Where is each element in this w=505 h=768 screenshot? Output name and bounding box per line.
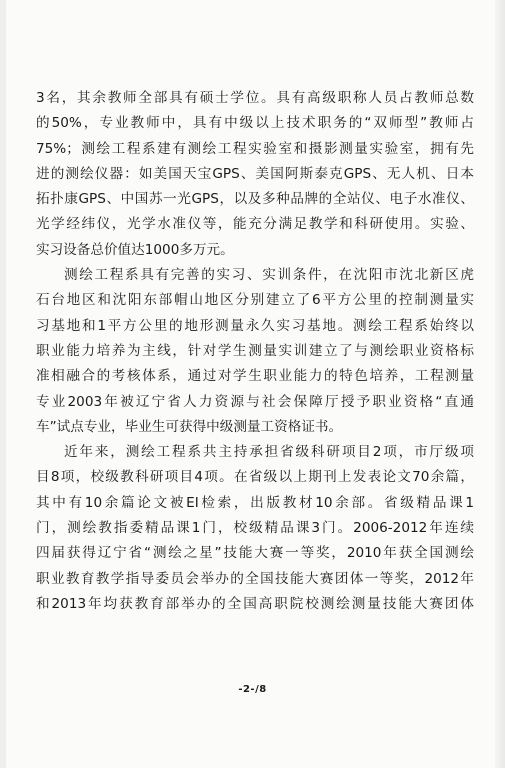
paragraph [36,263,474,440]
scan-left-edge [0,0,6,768]
body-text [36,86,474,617]
text-line: 职业能力培养为主线，针对学生测量实训建立了与测绘职业资格标 [36,342,474,359]
text-line: 测绘工程系具有完善的实习、实训条件，在沈阳市沈北新区虎 [64,267,474,284]
text-line: 石台地区和沈阳东部帽山地区分别建立了6平方公里的控制测量实 [36,292,474,309]
text-line: 进的测绘仪器：如美国天宝GPS、美国阿斯泰克GPS、无人机、日本 [36,165,474,182]
text-line: 门，测绘教指委精品课1门，校级精品课3门。2006-2012年连续 [36,520,474,537]
paragraph [36,440,474,617]
text-line: 3名，其余教师全部具有硕士学位。具有高级职称人员占教师总数 [36,90,474,106]
text-line: 目8项，校级教科研项目4项。在省级以上期刊上发表论文70余篇， [36,469,474,486]
scan-right-edge [495,0,505,768]
text-line: 实习设备总价值达1000多万元。 [36,241,234,258]
text-line: 和2013年均获教育部举办的全国高职院校测绘测量技能大赛团体 [36,595,474,612]
text-line: 习基地和1平方公里的地形测量永久实习基地。测绘工程系始终以 [36,317,474,334]
text-line: 准相融合的考核体系，通过对学生职业能力的特色培养，工程测量 [36,368,474,385]
text-line: 拓扑康GPS、中国苏一光GPS，以及多种品牌的全站仪、电子水准仪、 [36,191,474,208]
text-line: 四届获得辽宁省“测绘之星”技能大赛一等奖，2010年获全国测绘 [36,545,474,562]
page-number: -2-/8 [238,684,267,695]
text-line: 光学经纬仪，光学水准仪等，能充分满足教学和科研使用。实验、 [36,216,474,233]
text-line: 专业2003年被辽宁省人力资源与社会保障厅授予职业资格“直通 [36,393,474,410]
text-line: 其中有10余篇论文被EI检索，出版教材10余部。省级精品课1 [36,494,474,511]
text-line: 职业教育教学指导委员会举办的全国技能大赛团体一等奖，2012年 [36,570,474,587]
paragraph [36,86,474,263]
text-line: 75%；测绘工程系建有测绘工程实验室和摄影测量实验室，拥有先 [36,140,474,157]
text-line: 近年来，测绘工程系共主持承担省级科研项目2项，市厅级项 [64,444,474,461]
text-line: 车”试点专业，毕业生可获得中级测量工资格证书。 [36,418,343,435]
text-line: 的50%，专业教师中，具有中级以上技术职务的“双师型”教师占 [36,115,474,132]
